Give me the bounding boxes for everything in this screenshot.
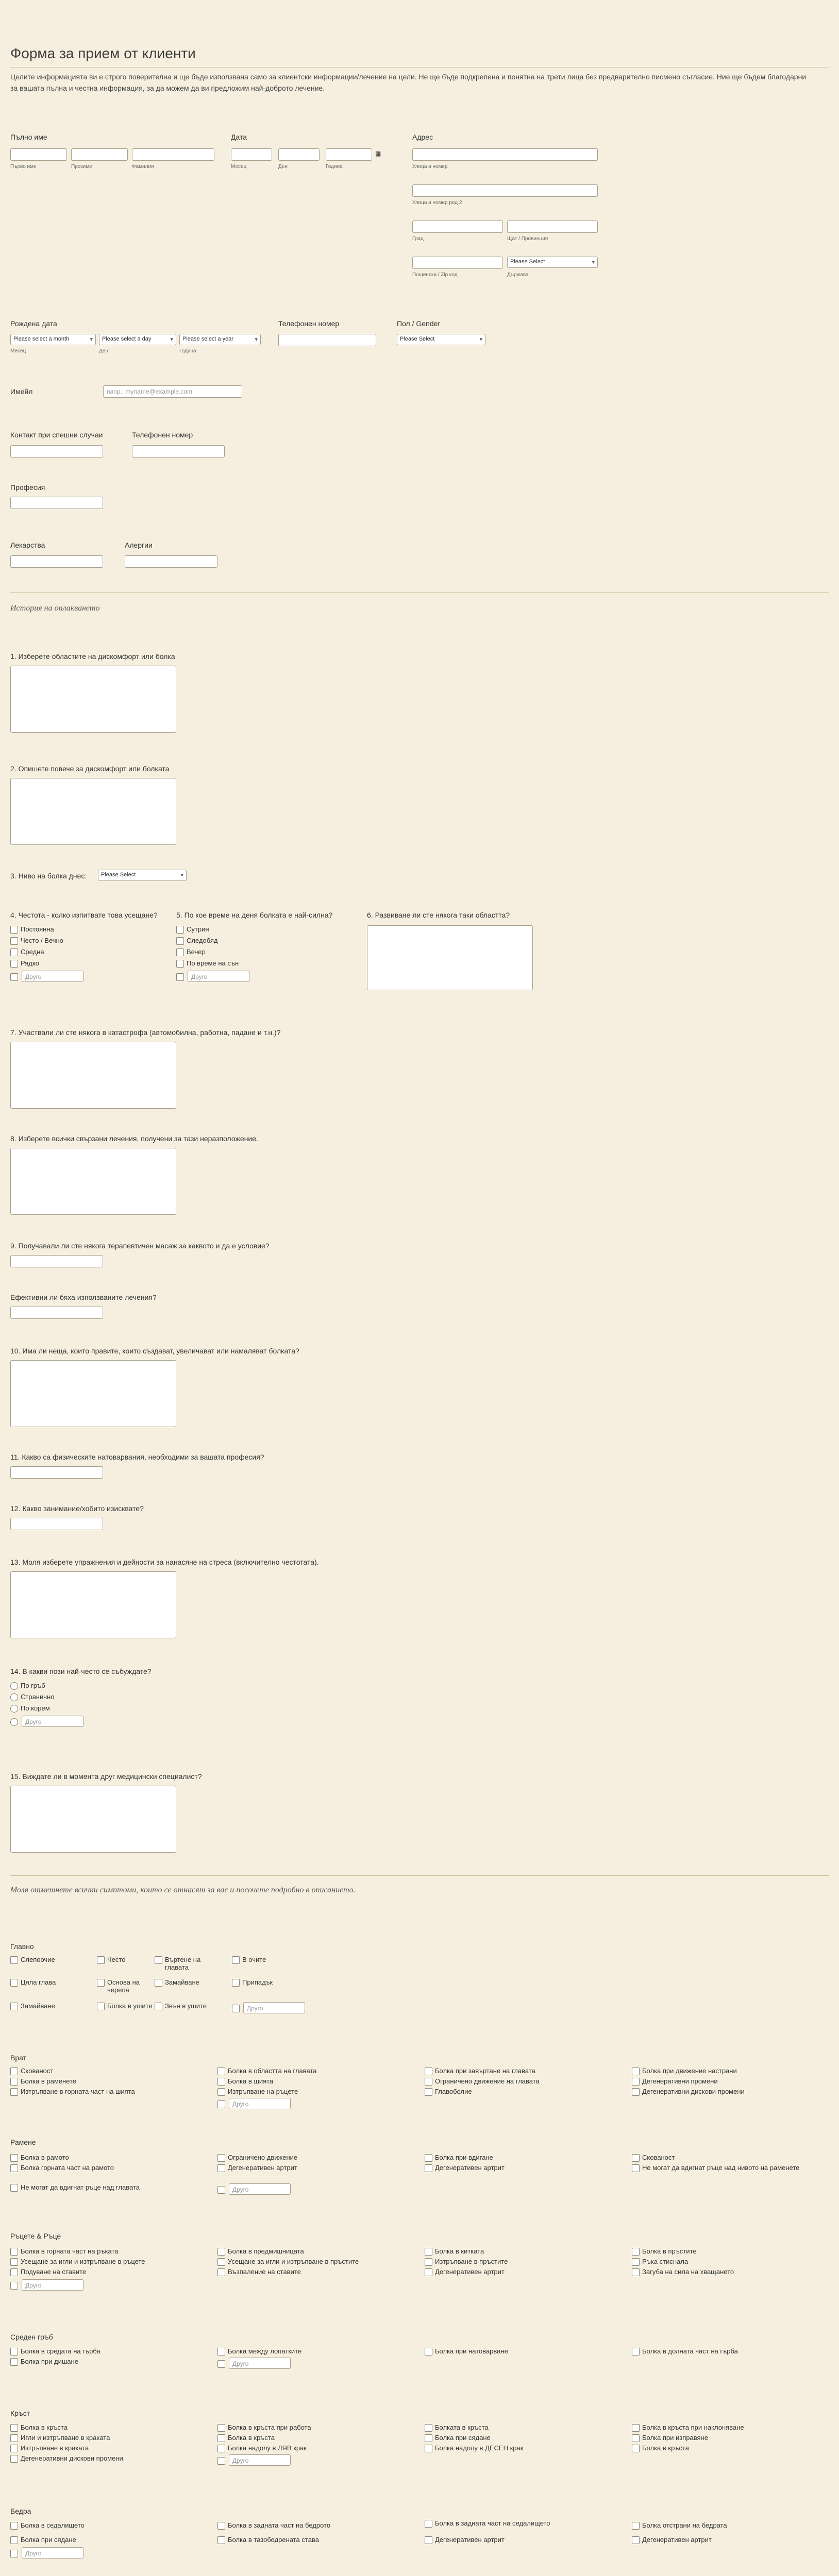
pain-level-select[interactable]: Please Select ▾	[98, 870, 187, 881]
lowback-option[interactable]: Болка в кръста	[10, 2424, 68, 2431]
street1-sublabel: Улица и номер	[412, 164, 448, 170]
profession-input[interactable]	[10, 497, 103, 509]
neck-option[interactable]: Главоболие	[425, 2088, 472, 2095]
q9-label: 9. Получавали ли сте някога терапевтичен масаж за каквото и да е условие?	[10, 1242, 270, 1250]
hips-option[interactable]: Дегенеративен артрит	[425, 2536, 505, 2544]
general-option[interactable]: Цяла глава	[10, 1978, 56, 1986]
shoulders-other-input[interactable]: Друго	[229, 2183, 291, 2195]
neck-option[interactable]: Болка в областта на главата	[217, 2067, 316, 2075]
q6-textarea[interactable]	[367, 925, 533, 990]
date-month-input[interactable]	[231, 148, 272, 161]
shoulders-option[interactable]: Не могат да вдигнат ръце над главата	[10, 2183, 140, 2191]
midback-option[interactable]: Болка при дишане	[10, 2358, 78, 2365]
dob-month-select[interactable]: Please select a month ▾	[10, 334, 96, 345]
hips-option[interactable]: Болка в задната част на седалището	[425, 2519, 620, 2527]
phone-input[interactable]	[278, 334, 376, 346]
q2-textarea[interactable]	[10, 778, 176, 845]
zip-input[interactable]	[412, 257, 503, 269]
date-day-input[interactable]	[278, 148, 320, 161]
q14-other-input[interactable]: Друго	[22, 1716, 83, 1727]
neck-option[interactable]: Ограничено движение на главата	[425, 2077, 540, 2085]
allergies-label: Алергии	[125, 541, 153, 549]
arms-other-input[interactable]: Друго	[22, 2279, 83, 2291]
q5-option[interactable]: По време на сън	[176, 959, 239, 967]
q14-option[interactable]: Странично	[10, 1693, 54, 1701]
q15-textarea[interactable]	[10, 1786, 176, 1853]
general-option[interactable]: Слепоочие	[10, 1956, 55, 1963]
neck-option[interactable]: Скованост	[10, 2067, 53, 2075]
q14-option[interactable]: По корем	[10, 1704, 50, 1712]
dob-year-select[interactable]: Please select a year ▾	[179, 334, 261, 345]
zip-sublabel: Пощенски / Zip код	[412, 272, 458, 278]
conditions-section-title: Моля отметнете всички симптоми, които се отнасят за вас и посочете подробно в описанието.	[10, 1886, 356, 1894]
dob-year-sublabel: Година	[179, 348, 196, 354]
lowback-option[interactable]: Болка в кръста	[632, 2444, 689, 2452]
history-section-title: История на оплакването	[10, 604, 100, 613]
state-sublabel: Щат / Провинция	[507, 236, 548, 242]
first-name-input[interactable]	[10, 148, 67, 161]
midback-group-label: Среден гръб	[10, 2333, 53, 2341]
first-name-sublabel: Първо име	[10, 164, 37, 170]
midback-option[interactable]: Болка при натоварване	[425, 2347, 508, 2355]
hips-option[interactable]: Болка отстрани на бедрата	[632, 2521, 727, 2529]
arms-option[interactable]: Болка в предмишницата	[217, 2247, 304, 2255]
middle-name-sublabel: Презиме	[71, 164, 92, 170]
lowback-option[interactable]: Болка при сядане	[425, 2434, 491, 2442]
intro-text: Целите информацията ви е строго поверителна и ще бъде използвана само за клиентски информации/лечение на цели. Не ще бъде подкрепена и понятна на трети лица без предварително писмено съгласие. Ние ще бъдем благодарни за вашата пълна и честна информация, за да можем да ви предложим най-доброто лечение.	[10, 73, 807, 92]
state-input[interactable]	[507, 221, 598, 233]
neck-option[interactable]: Дегенеративни промени	[632, 2077, 718, 2085]
lowback-option[interactable]: Игли и изтръпване в краката	[10, 2434, 110, 2442]
allergies-input[interactable]	[125, 555, 217, 568]
general-option[interactable]: Звън в ушите	[155, 2002, 207, 2010]
street2-input[interactable]	[412, 184, 598, 197]
arms-option[interactable]: Усещане за игли и изтръпване в ръцете	[10, 2258, 145, 2265]
neck-group-label: Врат	[10, 2054, 27, 2062]
calendar-icon[interactable]: ▦	[375, 150, 381, 157]
arms-option[interactable]: Загуба на сила на хващането	[632, 2268, 734, 2276]
hips-option[interactable]: Болка при сядане	[10, 2536, 76, 2544]
q5-option[interactable]: Сутрин	[176, 925, 209, 933]
shoulders-option[interactable]: Болка горната част на рамото	[10, 2164, 114, 2172]
q10-textarea[interactable]	[10, 1360, 176, 1427]
q13-label: 13. Моля изберете упражнения и дейности за нанасяне на стреса (включително честотата).	[10, 1558, 319, 1566]
dob-day-sublabel: Ден	[99, 348, 108, 354]
arms-option[interactable]: Болка в горната част на ръката	[10, 2247, 118, 2255]
medications-input[interactable]	[10, 555, 103, 568]
city-sublabel: Град	[412, 236, 424, 242]
general-option[interactable]: Замайване	[10, 2002, 55, 2010]
last-name-sublabel: Фамилия	[132, 164, 154, 170]
phone-label: Телефонен номер	[278, 319, 340, 328]
date-month-sublabel: Месец	[231, 164, 247, 170]
street2-sublabel: Улица и номер ред 2	[412, 200, 462, 206]
name-label: Пълно име	[10, 133, 47, 141]
arms-option[interactable]: Подуване на ставите	[10, 2268, 86, 2276]
general-group-label: Главно	[10, 1942, 34, 1951]
shoulders-option[interactable]: Дегенеративен артрит	[425, 2164, 505, 2172]
neck-option[interactable]: Болка в шията	[217, 2077, 273, 2085]
lowback-option[interactable]: Болката в кръста	[425, 2424, 489, 2431]
profession-label: Професия	[10, 483, 45, 492]
q9-input[interactable]	[10, 1255, 103, 1267]
q4-option[interactable]: Средна	[10, 948, 44, 956]
midback-option[interactable]: Болка в средата на гърба	[10, 2347, 100, 2355]
country-select[interactable]: Please Select ▾	[507, 257, 598, 268]
q6-label: 6. Развиване ли сте някога таки областта?	[367, 911, 510, 919]
divider	[10, 1875, 829, 1876]
email-input[interactable]: напр.: myname@example.com	[103, 385, 242, 398]
dob-month-sublabel: Месец	[10, 348, 26, 354]
q8-label: 8. Изберете всички свързани лечения, получени за тази неразположение.	[10, 1134, 258, 1143]
q14-option[interactable]: По гръб	[10, 1682, 45, 1689]
hips-option[interactable]: Болка в тазобедрената става	[217, 2536, 319, 2544]
neck-option[interactable]: Изтръпване в горната част на шията	[10, 2088, 135, 2095]
q5-label: 5. По кое време на деня болката е най-силна?	[176, 911, 333, 919]
arms-option[interactable]: Дегенеративен артрит	[425, 2268, 505, 2276]
city-input[interactable]	[412, 221, 503, 233]
neck-other-input[interactable]: Друго	[229, 2098, 291, 2109]
arms-option[interactable]: Усещане за игли и изтръпване в пръстите	[217, 2258, 359, 2265]
shoulders-option[interactable]: Болка в рамото	[10, 2154, 69, 2161]
general-option[interactable]: Болка в ушите	[97, 2002, 154, 2010]
midback-option[interactable]: Болка в долната част на гърба	[632, 2347, 738, 2355]
shoulders-option[interactable]: Скованост	[632, 2154, 675, 2161]
arms-option[interactable]: Болка в китката	[425, 2247, 484, 2255]
neck-option[interactable]: Изтръпване на ръцете	[217, 2088, 298, 2095]
arms-option[interactable]: Ръка стиснала	[632, 2258, 688, 2265]
q4-option[interactable]: Често / Вечно	[10, 937, 63, 944]
q5-option[interactable]: Следобяд	[176, 937, 218, 944]
hips-option[interactable]: Болка в задната част на бедрото	[217, 2521, 330, 2529]
date-year-input[interactable]	[326, 148, 372, 161]
shoulders-option[interactable]: Ограничено движение	[217, 2154, 297, 2161]
general-option[interactable]: Припадък	[232, 1978, 273, 1986]
general-option[interactable]: Замайване	[155, 1978, 199, 1986]
date-day-sublabel: Ден	[278, 164, 288, 170]
neck-option[interactable]: Дегенеративни дискови промени	[632, 2088, 745, 2095]
q7-textarea[interactable]	[10, 1042, 176, 1109]
dob-day-select[interactable]: Please select a day ▾	[99, 334, 176, 345]
divider	[10, 592, 829, 593]
hips-option[interactable]: Дегенеративен артрит	[632, 2536, 712, 2544]
last-name-input[interactable]	[132, 148, 214, 161]
emergency-phone-input[interactable]	[132, 445, 225, 457]
email-label: Имейл	[10, 387, 33, 396]
general-option[interactable]: Въртене на главата	[155, 1956, 222, 1971]
neck-option[interactable]: Болка при завъртане на главата	[425, 2067, 535, 2075]
shoulders-option[interactable]: Болка при вдигане	[425, 2154, 493, 2161]
q4-other-input[interactable]: Друго	[22, 971, 83, 982]
general-option[interactable]: В очите	[232, 1956, 266, 1963]
arms-group-label: Ръцете & Ръце	[10, 2232, 61, 2240]
q11-label: 11. Какво са физическите натоварвания, необходими за вашата професия?	[10, 1453, 264, 1461]
lowback-other-input[interactable]: Друго	[229, 2454, 291, 2466]
emergency-contact-input[interactable]	[10, 445, 103, 457]
country-sublabel: Държава	[507, 272, 529, 278]
street1-input[interactable]	[412, 148, 598, 161]
lowback-option[interactable]: Болка надолу в ДЕСЕН крак	[425, 2444, 523, 2452]
neck-option[interactable]: Болка при движение настрани	[632, 2067, 737, 2075]
q4-option[interactable]: Постоянна	[10, 925, 54, 933]
q7-label: 7. Участвали ли сте някога в катастрофа (автомобилна, работна, падане и т.н.)?	[10, 1028, 281, 1037]
q1-label: 1. Изберете областите на дискомфорт или болка	[10, 652, 175, 660]
q10-label: 10. Има ли неща, които правите, които създават, увеличават или намаляват болката?	[10, 1347, 299, 1355]
q1-textarea[interactable]	[10, 666, 176, 733]
q4-option[interactable]: Рядко	[10, 959, 39, 967]
lowback-option[interactable]: Болка при изправяне	[632, 2434, 708, 2442]
lowback-option[interactable]: Изтръпване в краката	[10, 2444, 89, 2452]
lowback-group-label: Кръст	[10, 2409, 30, 2417]
lowback-option[interactable]: Болка надолу в ЛЯВ крак	[217, 2444, 307, 2452]
lowback-option[interactable]: Дегенеративни дискови промени	[10, 2454, 123, 2462]
q11-input[interactable]	[10, 1466, 103, 1479]
arms-option[interactable]: Изтръпване в пръстите	[425, 2258, 508, 2265]
medications-label: Лекарства	[10, 541, 45, 549]
q8-textarea[interactable]	[10, 1148, 176, 1215]
lowback-option[interactable]: Болка в кръста при наклоняване	[632, 2424, 744, 2431]
general-option[interactable]: Често	[97, 1956, 125, 1963]
middle-name-input[interactable]	[71, 148, 128, 161]
lowback-option[interactable]: Болка в кръста	[217, 2434, 275, 2442]
q2-label: 2. Опишете повече за дискомфорт или болката	[10, 765, 170, 773]
general-other-input[interactable]: Друго	[243, 2002, 305, 2013]
shoulders-option[interactable]: Дегенеративен артрит	[217, 2164, 297, 2172]
q14-label: 14. В какви пози най-често се събуждате?	[10, 1667, 152, 1675]
arms-option[interactable]: Болка в пръстите	[632, 2247, 697, 2255]
lowback-option[interactable]: Болка в кръста при работа	[217, 2424, 311, 2431]
midback-other-input[interactable]: Друго	[229, 2358, 291, 2369]
neck-option[interactable]: Болка в раменете	[10, 2077, 76, 2085]
q3-label: 3. Ниво на болка днес:	[10, 872, 87, 880]
arms-option[interactable]: Възпаление на ставите	[217, 2268, 301, 2276]
emergency-contact-label: Контакт при спешни случаи	[10, 431, 103, 439]
hips-group-label: Бедра	[10, 2507, 31, 2515]
q5-option[interactable]: Вечер	[176, 948, 206, 956]
hips-option[interactable]: Болка в седалището	[10, 2521, 85, 2529]
shoulders-option[interactable]: Не могат да вдигнат ръце над нивото на раменете	[632, 2164, 817, 2172]
q9b-label: Ефективни ли бяха използваните лечения?	[10, 1293, 157, 1301]
dob-label: Рождена дата	[10, 319, 57, 328]
q12-label: 12. Какво занимание/хобито изисквате?	[10, 1504, 144, 1513]
gender-select[interactable]: Please Select ▾	[397, 334, 485, 345]
general-option[interactable]: Основа на черепа	[97, 1978, 154, 1994]
q12-input[interactable]	[10, 1518, 103, 1530]
hips-other-input[interactable]: Друго	[22, 2547, 83, 2558]
address-label: Адрес	[412, 133, 433, 141]
q5-other-input[interactable]: Друго	[188, 971, 249, 982]
emergency-phone-label: Телефонен номер	[132, 431, 193, 439]
page-title: Форма за прием от клиенти	[10, 45, 196, 61]
shoulders-group-label: Рамене	[10, 2138, 36, 2146]
midback-option[interactable]: Болка между лопатките	[217, 2347, 301, 2355]
q4-label: 4. Честота - колко изпитвате това усещане?	[10, 911, 158, 919]
date-year-sublabel: Година	[326, 164, 343, 170]
q15-label: 15. Виждате ли в момента друг медицински специалист?	[10, 1772, 202, 1781]
q13-textarea[interactable]	[10, 1571, 176, 1638]
date-label: Дата	[231, 133, 247, 141]
q9b-input[interactable]	[10, 1307, 103, 1319]
gender-label: Пол / Gender	[397, 319, 441, 328]
